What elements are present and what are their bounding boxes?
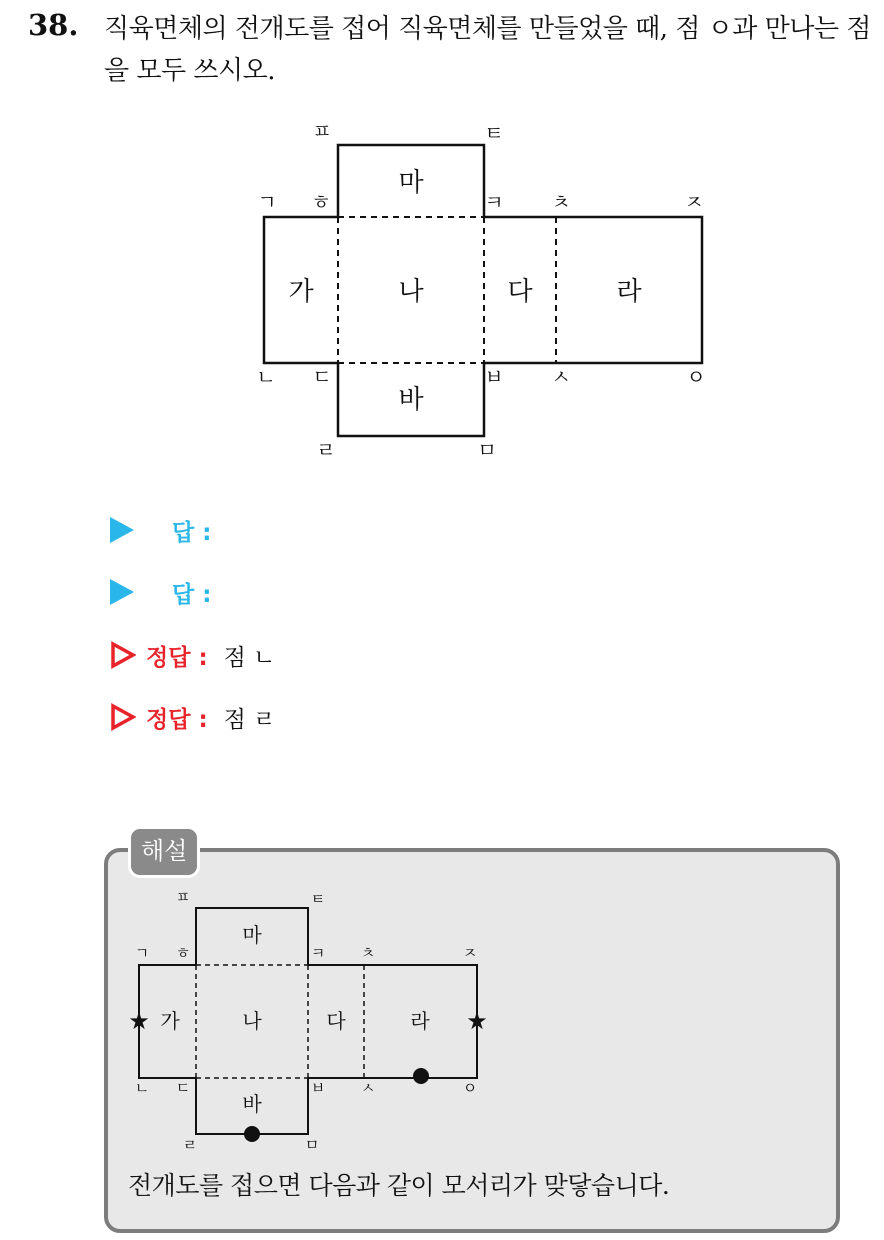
solution-vertex-p: ㅍ [175, 888, 191, 906]
star-marker-left-icon: ★ [128, 1007, 150, 1035]
solution-face-ra: 라 [410, 1009, 430, 1033]
vertex-n: ㄴ [256, 365, 276, 389]
solution-vertex-n: ㄴ [134, 1079, 150, 1097]
solution-explanation: 전개도를 접으면 다음과 같이 모서리가 맞닿습니다. [128, 1171, 670, 1200]
star-marker-right-icon: ★ [466, 1007, 488, 1035]
vertex-m: ㅁ [477, 438, 497, 462]
vertex-j: ㅈ [684, 190, 704, 214]
vertex-g: ㄱ [257, 190, 277, 214]
vertex-s: ㅅ [551, 365, 571, 389]
answer-label: 답 : [172, 581, 212, 608]
face-da: 다 [507, 277, 533, 307]
answer-label: 답 : [172, 519, 212, 546]
solution-vertex-h: ㅎ [175, 944, 191, 962]
vertex-b: ㅂ [484, 365, 504, 389]
vertex-r: ㄹ [316, 438, 336, 462]
solution-tab: 해설 [128, 826, 200, 878]
dot-marker-right-icon [413, 1068, 429, 1084]
face-na: 나 [398, 277, 424, 307]
solution-vertex-b: ㅂ [310, 1079, 326, 1097]
solution-vertex-d: ㄷ [175, 1079, 191, 1097]
vertex-p: ㅍ [312, 119, 332, 143]
face-ma: 마 [398, 168, 424, 198]
correct-answer-label: 정답 : [146, 706, 208, 733]
solution-vertex-m: ㅁ [304, 1136, 320, 1154]
question-text: 직육면체의 전개도를 접어 직육면체를 만들었을 때, 점 ㅇ과 만나는 점을 모두 쓰시오. [104, 14, 871, 86]
vertex-ch: ㅊ [551, 190, 571, 214]
vertex-t: ㅌ [484, 121, 504, 145]
solution-vertex-t: ㅌ [310, 890, 326, 908]
solution-vertex-g: ㄱ [134, 944, 150, 962]
solution-vertex-r: ㄹ [182, 1136, 198, 1154]
solution-vertex-k: ㅋ [310, 944, 326, 962]
face-ra: 라 [616, 277, 642, 307]
correct-answer-label: 정답 : [146, 644, 208, 671]
vertex-o: ㅇ [686, 365, 706, 389]
solution-face-ga: 가 [160, 1009, 180, 1033]
dot-marker-bottom-icon [244, 1126, 260, 1142]
vertex-k: ㅋ [484, 190, 504, 214]
solution-face-ba: 바 [242, 1092, 262, 1116]
face-ga: 가 [288, 277, 314, 307]
face-ba: 바 [398, 385, 424, 415]
vertex-d: ㄷ [312, 365, 332, 389]
correct-answer-value: 점 ㄹ [223, 706, 276, 733]
solution-vertex-j: ㅈ [462, 944, 478, 962]
solution-vertex-o: ㅇ [462, 1079, 478, 1097]
solution-face-ma: 마 [242, 923, 262, 947]
correct-answer-value: 점 ㄴ [223, 644, 276, 671]
vertex-h: ㅎ [311, 190, 331, 214]
solution-face-na: 나 [242, 1009, 262, 1033]
solution-face-da: 다 [326, 1009, 346, 1033]
question-number: 38. [28, 8, 79, 42]
solution-vertex-s: ㅅ [360, 1079, 376, 1097]
solution-vertex-ch: ㅊ [360, 944, 376, 962]
